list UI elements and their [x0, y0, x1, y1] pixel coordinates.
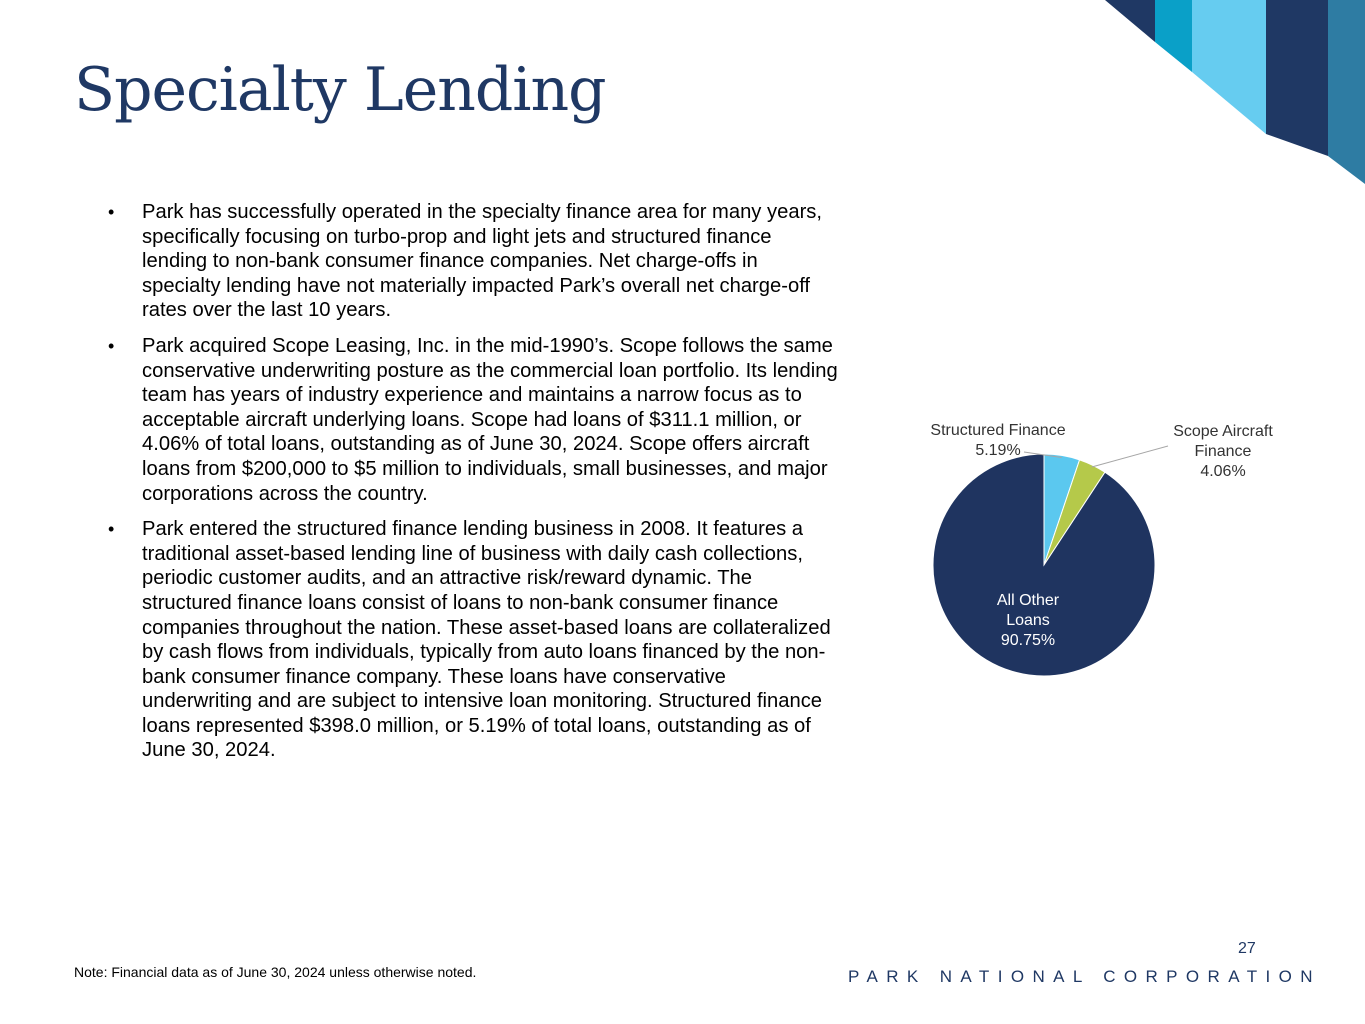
corner-decoration	[1100, 0, 1365, 190]
pie-label-line: All Other	[996, 592, 1060, 609]
bullet-marker: •	[108, 335, 115, 356]
loan-mix-pie-chart	[900, 410, 1300, 700]
page-number: 27	[1238, 940, 1256, 957]
bullet-item	[106, 517, 841, 763]
pie-leader-line	[1092, 446, 1168, 467]
bullet-item	[106, 334, 841, 506]
bullet-text: Park has successfully operated in the specialty finance area for many years, specifically focusing on turbo-prop and light jets and structured finance lending to non-bank consumer finance companies. Net charge-offs in specialty lending have not materially impacted Park’s overall net charge-off rates over the last 10 years.	[142, 201, 822, 322]
pie-label-line: 90.75%	[1000, 632, 1056, 649]
bullet-list	[106, 200, 841, 774]
corner-stripe-teal	[1155, 0, 1192, 72]
pie-data-label	[930, 422, 1065, 459]
pie-label-line: 5.19%	[975, 442, 1021, 459]
bullet-marker: •	[108, 519, 115, 540]
corner-stripe-light-blue	[1192, 0, 1266, 134]
corner-stripe-navy-2	[1266, 0, 1328, 156]
pie-label-line: 4.06%	[1200, 463, 1246, 480]
pie-label-line: Finance	[1194, 443, 1252, 460]
pie-label-line: Scope Aircraft	[1173, 423, 1273, 440]
corner-stripe-steel-blue	[1328, 0, 1365, 184]
footnote: Note: Financial data as of June 30, 2024 unless otherwise noted.	[74, 964, 477, 980]
bullet-marker: •	[108, 202, 115, 222]
pie-label-line: Structured Finance	[930, 422, 1066, 439]
bullet-item	[106, 200, 841, 323]
page-title: Specialty Lending	[74, 55, 606, 125]
bullet-text: Park entered the structured finance lending business in 2008. It features a traditional asset-based lending line of business with daily cash collections, periodic customer audits, and an attractive risk/reward dynamic. The structured finance loans consist of loans to non-bank consumer finance companies throughout the nation. These asset-based loans are collateralized by cash flows from individuals, typically from auto loans financed by the non-bank consumer finance company. These loans have conservative underwriting and are subject to intensive loan monitoring. Structured finance loans represented $398.0 million, or 5.19% of total loans, outstanding as of June 30, 2024.	[142, 518, 831, 762]
bullet-text: Park acquired Scope Leasing, Inc. in the mid-1990’s. Scope follows the same conservative underwriting posture as the commercial loan portfolio. Its lending team has years of industry experience and maintains a narrow focus as to acceptable aircraft underlying loans. Scope had loans of $311.1 million, or 4.06% of total loans, outstanding as of June 30, 2024. Scope offers aircraft loans from $200,000 to $5 million to individuals, small businesses, and major corporations across the country.	[142, 334, 838, 505]
pie-label-line: Loans	[1006, 612, 1050, 629]
company-name: PARK NATIONAL CORPORATION	[848, 967, 1321, 986]
corner-stripe-navy-1	[1105, 0, 1155, 42]
pie-data-label	[1173, 423, 1273, 480]
